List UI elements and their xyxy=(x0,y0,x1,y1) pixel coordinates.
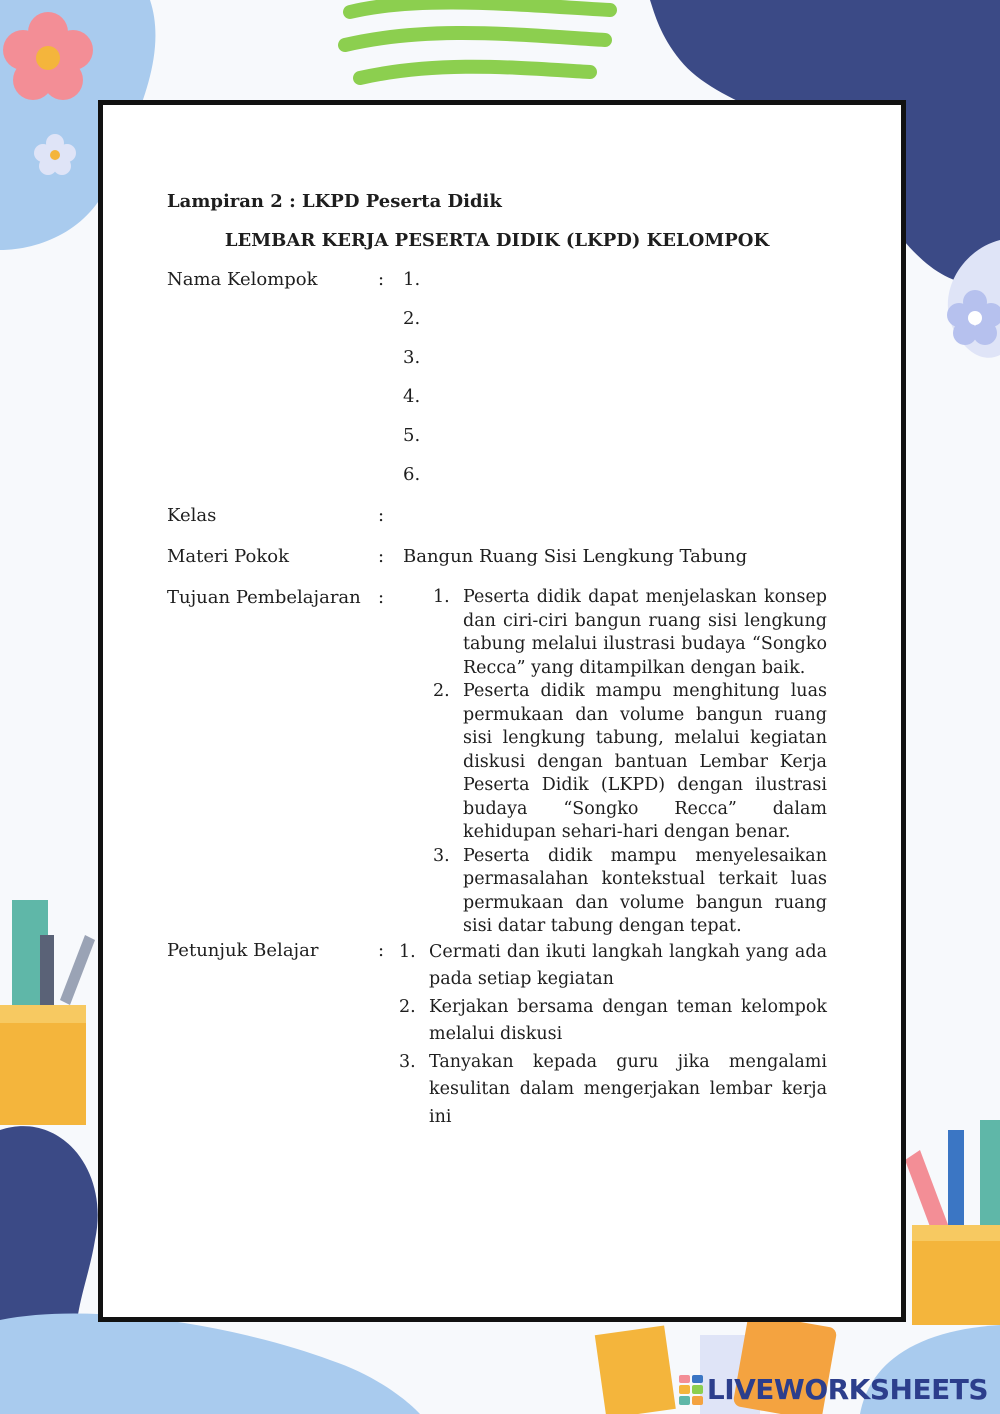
member-slot: 5. xyxy=(403,425,421,446)
item-number: 1. xyxy=(433,587,450,607)
materi-row xyxy=(167,545,827,586)
item-text: Tanyakan kepada guru jika mengalami kesulitan dalam mengerjakan lembar kerja ini xyxy=(429,1051,827,1127)
item-text: Cermati dan ikuti langkah langkah yang ada pada setiap kegiatan xyxy=(429,941,827,989)
item-text: Peserta didik dapat menjelaskan konsep dan ciri-ciri bangun ruang sisi lengkung tabung melalui ilustrasi budaya “Songko Recca” yang ditampilkan dengan baik. xyxy=(463,587,827,678)
green-stripes xyxy=(345,2,610,78)
item-number: 3. xyxy=(433,845,450,866)
colon: : xyxy=(378,939,385,961)
page-heading: Lampiran 2 : LKPD Peserta Didik xyxy=(167,191,502,212)
member-slot: 4. xyxy=(403,386,421,407)
nama-kelompok-row xyxy=(167,268,827,502)
materi-label: Materi Pokok xyxy=(167,546,290,567)
list-item xyxy=(433,845,827,939)
petunjuk-body xyxy=(399,939,827,1132)
item-number: 1. xyxy=(399,941,416,962)
tujuan-row xyxy=(167,586,827,939)
kelas-row xyxy=(167,504,827,545)
logo-icon xyxy=(679,1375,703,1405)
colon: : xyxy=(378,587,385,608)
member-list xyxy=(403,268,827,502)
list-item xyxy=(399,994,827,1049)
member-slot: 1. xyxy=(403,269,421,290)
item-text: Peserta didik mampu menghitung luas permukaan dan volume bangun ruang sisi lengkung tabung, melalui kegiatan diskusi dengan bantuan Lembar Kerja Peserta Didik (LKPD) dengan ilustrasi budaya “Songko Recca” dalam kehidupan sehari-hari dengan benar. xyxy=(463,681,827,842)
petunjuk-list xyxy=(399,939,827,1132)
nama-kelompok-label: Nama Kelompok xyxy=(167,269,318,290)
worksheet-title: LEMBAR KERJA PESERTA DIDIK (LKPD) KELOMPOK xyxy=(224,230,770,251)
item-number: 2. xyxy=(399,996,416,1017)
member-slot: 6. xyxy=(403,464,421,485)
item-number: 3. xyxy=(399,1051,416,1072)
tujuan-list xyxy=(403,586,827,939)
colon: : xyxy=(378,546,385,567)
blob-bottom-light xyxy=(0,1314,420,1414)
member-slot: 2. xyxy=(403,308,421,329)
brand-text: LIVEWORKSHEETS xyxy=(706,1373,988,1406)
pencil-cup-right xyxy=(905,1120,1000,1325)
petunjuk-label: Petunjuk Belajar xyxy=(167,939,319,961)
list-item xyxy=(433,680,827,845)
item-text: Peserta didik mampu menyelesaikan permasalahan kontekstual terkait luas permukaan dan volume bangun ruang sisi datar tabung dengan tepat. xyxy=(463,845,827,936)
item-text: Kerjakan bersama dengan teman kelompok melalui diskusi xyxy=(429,996,827,1044)
worksheet-content xyxy=(167,190,827,1131)
member-slot: 3. xyxy=(403,347,421,368)
list-item xyxy=(399,939,827,994)
liveworksheets-logo[interactable] xyxy=(679,1373,988,1406)
colon: : xyxy=(378,505,385,526)
petunjuk-row xyxy=(167,939,827,1132)
colon: : xyxy=(378,269,385,290)
list-item xyxy=(433,586,827,680)
tujuan-body xyxy=(403,586,827,939)
list-item xyxy=(399,1049,827,1132)
kelas-label: Kelas xyxy=(167,505,217,526)
materi-value: Bangun Ruang Sisi Lengkung Tabung xyxy=(403,546,748,567)
item-number: 2. xyxy=(433,681,450,701)
tujuan-label: Tujuan Pembelajaran xyxy=(167,587,361,608)
pencil-cup-left xyxy=(0,900,95,1125)
